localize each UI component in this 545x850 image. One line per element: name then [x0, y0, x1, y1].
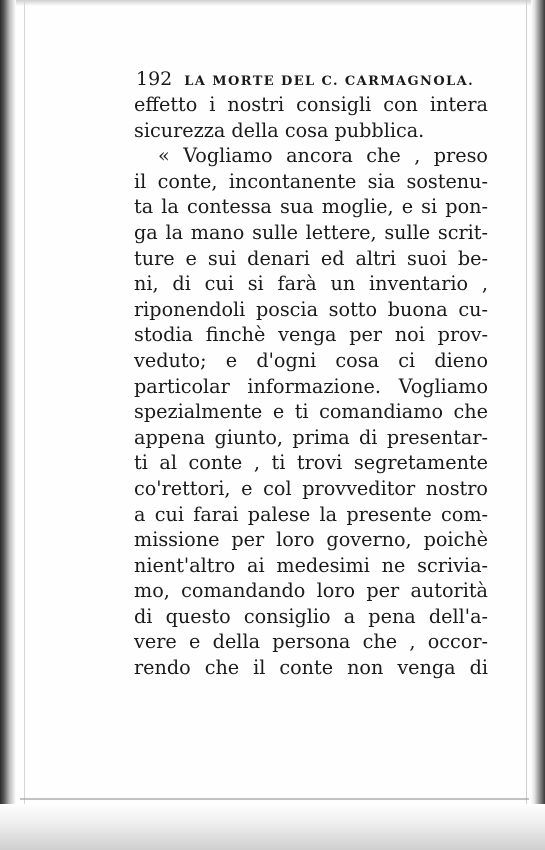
- page-number: 192: [136, 68, 173, 90]
- text-line: ta la contessa sua moglie, e si pon-: [134, 195, 488, 219]
- text-line: nient'altro ai medesimi ne scrivia-: [134, 553, 488, 577]
- text-line: mo, comandando loro per autorità: [134, 579, 488, 603]
- text-line: sicurezza della cosa pubblica.: [134, 118, 425, 142]
- text-line: il conte, incontanente sia sostenu-: [134, 169, 488, 193]
- text-line: ni, di cui si farà un inventario ,: [134, 272, 488, 296]
- right-edge-line: [526, 0, 527, 850]
- text-line: missione per loro governo, poichè: [134, 528, 488, 552]
- text-line: ture e sui denari ed altri suoi be-: [134, 246, 488, 270]
- text-line: ga la mano sulle lettere, sulle scrit-: [134, 220, 488, 244]
- text-line: riponendoli poscia sotto buona cu-: [134, 297, 488, 321]
- text-line: effetto i nostri consigli con intera: [134, 93, 488, 116]
- page-top-edge: [0, 0, 545, 6]
- page-right-edge: [531, 0, 545, 850]
- bottom-rule: [20, 798, 529, 800]
- text-line: appena giunto, prima di presentar-: [134, 425, 488, 449]
- binding-gutter-shadow: [0, 0, 16, 850]
- text-line: « Vogliamo ancora che , preso: [158, 144, 488, 168]
- text-line: ti al conte , ti trovi segretamente: [134, 451, 488, 475]
- page-bottom-edge: [0, 804, 545, 850]
- text-line: rendo che il conte non venga di: [134, 656, 488, 680]
- running-head: [136, 68, 488, 92]
- text-line: stodia finchè venga per noi prov-: [134, 323, 488, 347]
- text-line: vere e della persona che , occor-: [134, 630, 488, 654]
- running-title: LA MORTE DEL C. CARMAGNOLA.: [184, 74, 475, 89]
- body-text: [134, 92, 488, 681]
- text-line: a cui farai palese la presente com-: [134, 502, 488, 526]
- text-line: spezialmente e ti comandiamo che: [134, 400, 488, 424]
- text-line: veduto; e d'ogni cosa ci dieno: [134, 348, 488, 372]
- text-line: di questo consiglio a pena dell'a-: [134, 604, 488, 628]
- gutter-line: [24, 0, 25, 850]
- text-line: co'rettori, e col provveditor nostro: [134, 476, 488, 500]
- text-line: particolar informazione. Vogliamo: [134, 374, 488, 398]
